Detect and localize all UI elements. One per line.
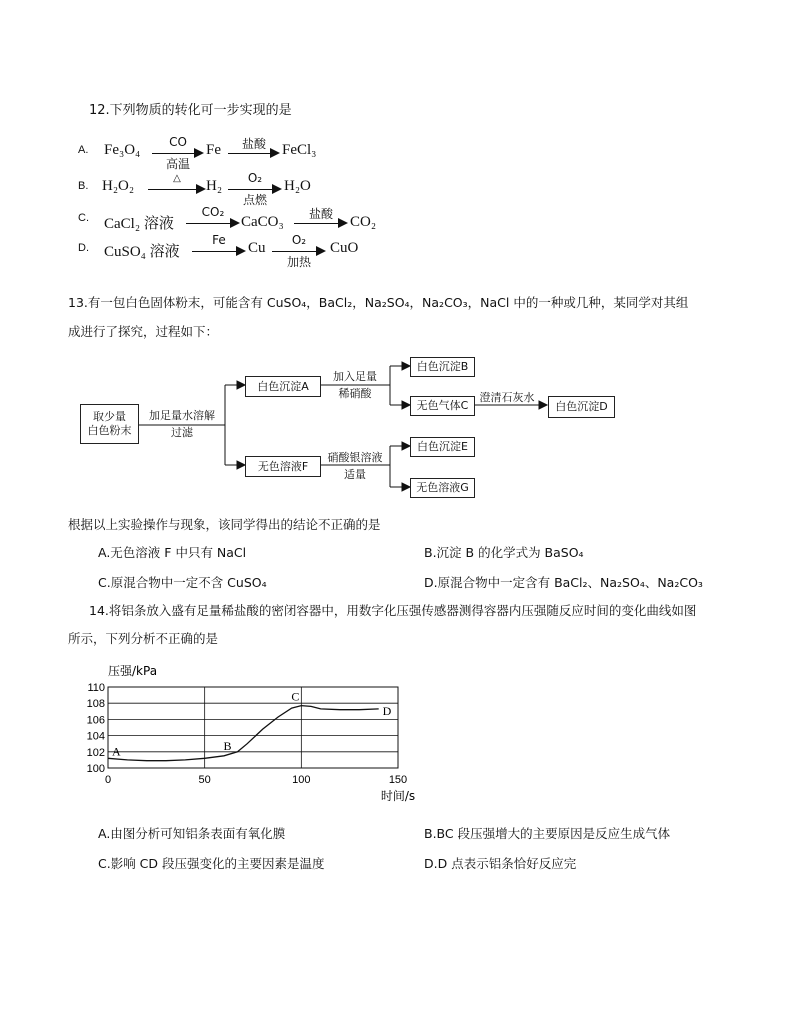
flow-step-f-below: 适量 (344, 468, 366, 481)
x-tick-label: 50 (198, 774, 211, 786)
intermediate: Fe (206, 142, 221, 158)
arrow-condition-above: Fe (212, 233, 226, 247)
arrow-condition-above: CO₂ (201, 205, 225, 219)
q12-stem: 12.下列物质的转化可一步实现的是 (89, 103, 292, 118)
intermediate: Cu (248, 240, 266, 256)
q14-stem-line2: 所示，下列分析不正确的是 (68, 631, 219, 646)
reaction-arrow (186, 205, 240, 234)
flow-step-f-above: 硝酸银溶液 (327, 451, 383, 464)
point-label-a: A (112, 744, 121, 759)
y-tick-label: 108 (86, 698, 105, 711)
x-tick-label: 0 (104, 774, 112, 786)
pressure-curve (108, 706, 379, 761)
flow-step1-below: 过滤 (171, 426, 193, 439)
y-tick-label: 100 (86, 763, 105, 775)
reactant: CuSO₄ 溶液 (104, 244, 180, 260)
option-label: A. (78, 144, 89, 156)
reactant: Fe₃O₄ (104, 142, 141, 158)
reaction-arrow (228, 137, 280, 164)
arrow-condition-below: 高温 (165, 157, 190, 171)
reaction-arrow (272, 233, 326, 269)
flow-box-f: 无色溶液F (245, 456, 321, 477)
arrow-condition-above: CO (169, 135, 187, 149)
product: H₂O (284, 178, 311, 194)
flow-box-c: 无色气体C (410, 396, 475, 416)
arrow-condition-below: 点燃 (242, 193, 267, 207)
y-axis-label: 压强/kPa (108, 664, 158, 678)
q13-answer-b[interactable]: B.沉淀 B 的化学式为 BaSO₄ (424, 545, 584, 560)
product: FeCl₃ (282, 142, 317, 158)
q14-stem-line1: 14.将铝条放入盛有足量稀盐酸的密闭容器中，用数字化压强传感器测得容器内压强随反应时间的变化曲线如图 (89, 603, 697, 618)
q12-option-a[interactable] (78, 135, 418, 171)
point-label-b: B (223, 738, 232, 753)
reaction-arrow (228, 171, 282, 207)
y-tick-label: 106 (86, 714, 105, 727)
q13-answer-d[interactable]: D.原混合物中一定含有 BaCl₂、Na₂SO₄、Na₂CO₃ (424, 575, 703, 590)
pressure-chart-svg (60, 655, 420, 815)
q12-option-d[interactable] (78, 233, 418, 269)
intermediate: H₂ (206, 178, 223, 194)
reaction-arrow (148, 173, 206, 200)
intermediate: CaCO₃ (241, 214, 284, 230)
flow-box-d: 白色沉淀D (548, 396, 615, 418)
product: CuO (330, 240, 359, 256)
q12-option-c[interactable] (78, 205, 418, 234)
arrow-condition-above: △ (173, 173, 181, 184)
pressure-chart (60, 655, 420, 815)
option-label: D. (78, 242, 89, 254)
x-tick-label: 150 (388, 774, 408, 786)
flow-box-e: 白色沉淀E (410, 437, 475, 457)
arrow-condition-above: 盐酸 (308, 207, 333, 221)
flow-start-box: 取少量 白色粉末 (80, 404, 139, 444)
point-label-d: D (382, 703, 392, 718)
q13-stem-line2: 成进行了探究，过程如下： (68, 324, 219, 339)
q13-stem-line1: 13.有一包白色固体粉末，可能含有 CuSO₄，BaCl₂，Na₂SO₄，Na₂CO₃，NaCl 中的一种或几种，某同学对其组 (68, 295, 689, 310)
flow-step-c-label: 澄清石灰水 (479, 391, 535, 404)
flow-box-b: 白色沉淀B (410, 357, 475, 377)
arrow-condition-above: 盐酸 (241, 137, 266, 151)
arrow-condition-above: O₂ (291, 233, 307, 247)
arrow-condition-below: 加热 (286, 255, 311, 269)
flow-box-g: 无色溶液G (410, 478, 475, 498)
y-tick-label: 104 (86, 730, 105, 743)
arrow-condition-above: O₂ (247, 171, 263, 185)
option-label: C. (78, 212, 89, 224)
plot-frame (108, 687, 398, 768)
reaction-arrow (294, 207, 348, 234)
flow-step-a-above: 加入足量 (333, 370, 377, 383)
q14-answer-c[interactable]: C.影响 CD 段压强变化的主要因素是温度 (98, 856, 325, 871)
reaction-arrow (192, 233, 246, 262)
q14-answer-d[interactable]: D.D 点表示铝条恰好反应完 (424, 856, 577, 871)
x-tick-label: 100 (292, 774, 311, 786)
option-label: B. (78, 180, 89, 192)
flow-step1-above: 加足量水溶解 (149, 409, 215, 422)
reactant: CaCl₂ 溶液 (104, 216, 174, 232)
q12-option-b[interactable] (78, 171, 418, 207)
flow-box-a: 白色沉淀A (245, 376, 321, 397)
point-label-c: C (291, 689, 300, 704)
q14-answer-a[interactable]: A.由图分析可知铝条表面有氧化膜 (98, 826, 286, 841)
flow-step-a-below: 稀硝酸 (338, 387, 372, 400)
y-tick-label: 110 (87, 682, 105, 694)
x-axis-label: 时间/s (380, 789, 416, 803)
q13-answer-c[interactable]: C.原混合物中一定不含 CuSO₄ (98, 575, 267, 590)
q13-answer-a[interactable]: A.无色溶液 F 中只有 NaCl (98, 545, 247, 560)
y-tick-label: 102 (86, 746, 105, 759)
reactant: H₂O₂ (102, 178, 135, 194)
q14-answer-b[interactable]: B.BC 段压强增大的主要原因是反应生成气体 (424, 826, 671, 841)
product: CO₂ (350, 214, 377, 230)
reaction-arrow (152, 135, 204, 171)
q13-conclusion-stem: 根据以上实验操作与现象，该同学得出的结论不正确的是 (68, 517, 381, 532)
